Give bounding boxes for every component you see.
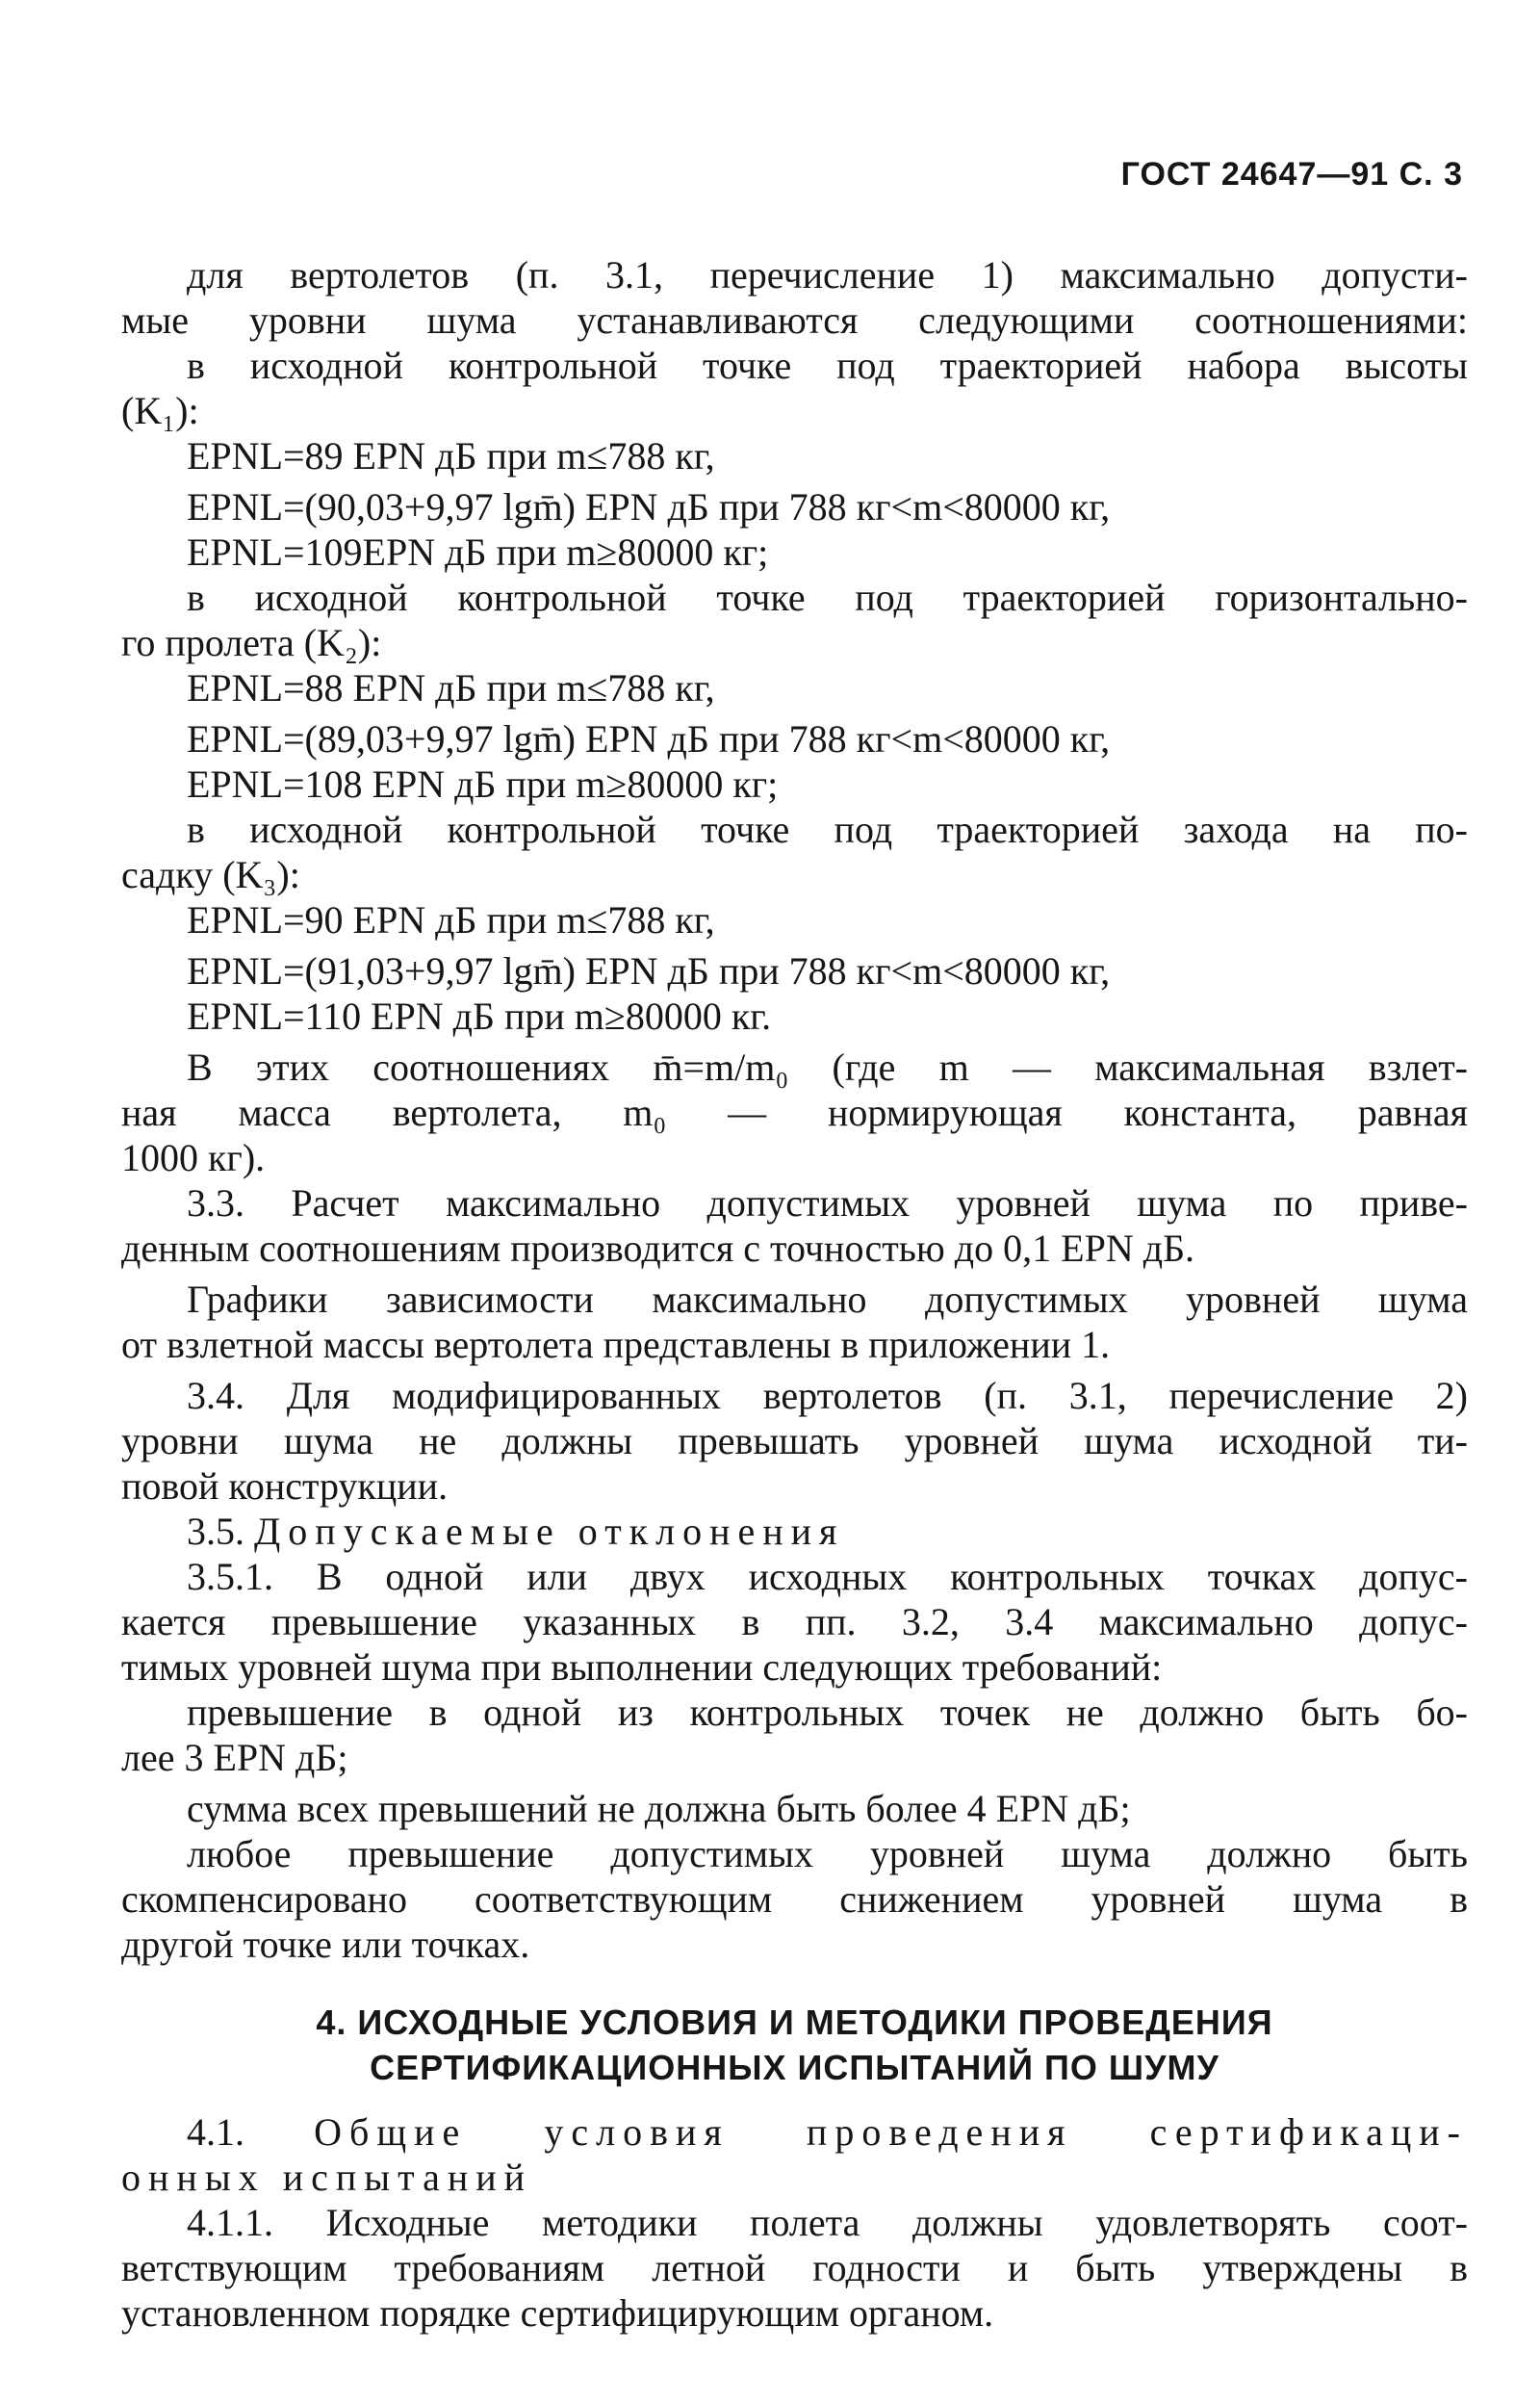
formula-line: EPNL=90 EPN дБ при m≤788 кг, xyxy=(187,898,715,942)
section-heading: СЕРТИФИКАЦИОННЫХ ИСПЫТАНИЙ ПО ШУМУ xyxy=(370,2048,1219,2087)
text-line: садку (K₃): xyxy=(121,853,300,896)
text-line: 4.1.1. Исходные методики полета должны удовлетворять соот- xyxy=(187,2201,1468,2244)
text-line: в исходной контрольной точке под траекторией захода на по- xyxy=(187,808,1468,851)
text-line: В этих соотношениях m̄=m/m₀ (где m — максимальная взлет- xyxy=(187,1046,1468,1089)
formula-line: EPNL=109EPN дБ при m≥80000 кг; xyxy=(187,530,769,574)
text-line: другой точке или точках. xyxy=(121,1923,530,1966)
text-line: уровни шума не должны превышать уровней шума исходной ти- xyxy=(121,1419,1468,1462)
formula-line: EPNL=88 EPN дБ при m≤788 кг, xyxy=(187,666,715,710)
text-line: любое превышение допустимых уровней шума должно быть xyxy=(187,1832,1468,1875)
text-line: го пролета (K₂): xyxy=(121,621,382,664)
text-line: для вертолетов (п. 3.1, перечисление 1) максимально допусти- xyxy=(187,253,1468,297)
text-line: 3.5.1. В одной или двух исходных контрольных точках допус- xyxy=(187,1555,1468,1598)
section-heading: 4. ИСХОДНЫЕ УСЛОВИЯ И МЕТОДИКИ ПРОВЕДЕНИЯ xyxy=(316,2002,1273,2042)
formula-line: EPNL=108 EPN дБ при m≥80000 кг; xyxy=(187,762,779,806)
text-line: ветствующим требованиям летной годности и быть утверждены в xyxy=(121,2246,1468,2289)
text-line: (K₁): xyxy=(121,389,199,432)
text-line: 1000 кг). xyxy=(121,1136,266,1179)
text-line: установленном порядке сертифицирующим органом. xyxy=(121,2291,994,2335)
text-line: 3.3. Расчет максимально допустимых уровней шума по приве- xyxy=(187,1181,1468,1225)
text-line: повой конструкции. xyxy=(121,1464,449,1508)
text-line: превышение в одной из контрольных точек не должно быть бо- xyxy=(187,1691,1468,1734)
subsection-number: 3.5. xyxy=(187,1510,254,1553)
formula-line: EPNL=110 EPN дБ при m≥80000 кг. xyxy=(187,995,772,1038)
text-line: в исходной контрольной точке под траекторией горизонтально- xyxy=(187,576,1468,619)
formula-line: EPNL=(89,03+9,97 lgm̄) EPN дБ при 788 кг<m<80000 кг, xyxy=(187,717,1111,761)
text-line: сумма всех превышений не должна быть более 4 EPN дБ; xyxy=(187,1787,1131,1830)
subsection-title xyxy=(121,1509,1468,1554)
text-line: денным соотношениям производится с точностью до 0,1 EPN дБ. xyxy=(121,1227,1195,1270)
subsection-label: онных испытаний xyxy=(121,2156,533,2199)
text-line: мые уровни шума устанавливаются следующими соотношениями: xyxy=(121,298,1468,342)
text-line: 3.4. Для модифицированных вертолетов (п. 3.1, перечисление 2) xyxy=(187,1374,1468,1417)
formula-line: EPNL=(91,03+9,97 lgm̄) EPN дБ при 788 кг<m<80000 кг, xyxy=(187,949,1111,993)
document-body xyxy=(121,252,1468,2336)
subsection-label: Допускаемые отклонения xyxy=(254,1510,845,1553)
page-header: ГОСТ 24647—91 С. 3 xyxy=(1120,156,1463,193)
text-line: тимых уровней шума при выполнении следующих требований: xyxy=(121,1645,1163,1689)
formula-line: EPNL=(90,03+9,97 lgm̄) EPN дБ при 788 кг<m<80000 кг, xyxy=(187,485,1111,529)
text-line: лее 3 EPN дБ; xyxy=(121,1736,348,1779)
subsection-title xyxy=(121,2109,1468,2155)
text-line: кается превышение указанных в пп. 3.2, 3.4 максимально допус- xyxy=(121,1600,1468,1643)
subsection-number: 4.1. xyxy=(187,2110,315,2154)
text-line: в исходной контрольной точке под траекторией набора высоты xyxy=(187,344,1468,387)
text-line: ная масса вертолета, m₀ — нормирующая константа, равная xyxy=(121,1091,1468,1134)
subsection-title xyxy=(121,2155,1468,2200)
text-line: скомпенсировано соответствующим снижением уровней шума в xyxy=(121,1877,1468,1921)
text-line: Графики зависимости максимально допустимых уровней шума xyxy=(187,1278,1468,1321)
formula-line: EPNL=89 EPN дБ при m≤788 кг, xyxy=(187,434,715,478)
subsection-label: Общие условия проведения сертификаци- xyxy=(314,2110,1469,2154)
text-line: от взлетной массы вертолета представлены в приложении 1. xyxy=(121,1323,1111,1366)
